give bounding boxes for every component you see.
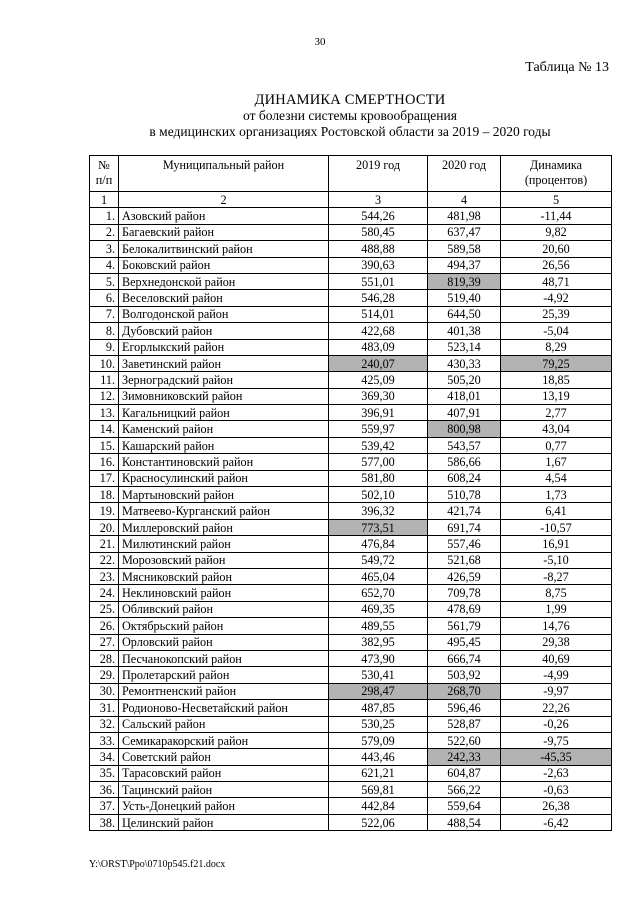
value-2020-cell: 691,74 — [428, 519, 501, 535]
footer-file-path: Y:\ORST\Ppo\0710p545.f21.docx — [89, 859, 226, 870]
district-name-cell: Пролетарский район — [119, 667, 329, 683]
document-subtitle-2: в медицинских организациях Ростовской области за 2019 – 2020 годы — [149, 124, 551, 139]
value-2019-cell: 502,10 — [329, 487, 428, 503]
row-number-cell: 29. — [90, 667, 119, 683]
index-cell: 1 — [90, 192, 119, 208]
value-2020-cell: 523,14 — [428, 339, 501, 355]
district-name-cell: Тацинский район — [119, 782, 329, 798]
dynamics-cell: 2,77 — [501, 405, 612, 421]
value-2020-cell: 637,47 — [428, 224, 501, 240]
value-2019-cell: 577,00 — [329, 454, 428, 470]
table-row — [90, 470, 612, 486]
district-name-cell: Верхнедонской район — [119, 273, 329, 289]
table-row — [90, 339, 612, 355]
table-row — [90, 765, 612, 781]
table-row — [90, 782, 612, 798]
value-2020-cell: 268,70 — [428, 683, 501, 699]
row-number-cell: 9. — [90, 339, 119, 355]
district-name-cell: Азовский район — [119, 208, 329, 224]
dynamics-cell: -9,97 — [501, 683, 612, 699]
value-2020-cell: 421,74 — [428, 503, 501, 519]
value-2019-cell: 382,95 — [329, 634, 428, 650]
value-2020-cell: 559,64 — [428, 798, 501, 814]
value-2020-cell: 589,58 — [428, 241, 501, 257]
dynamics-cell: 16,91 — [501, 536, 612, 552]
table-row — [90, 388, 612, 404]
value-2020-cell: 586,66 — [428, 454, 501, 470]
dynamics-cell: -4,99 — [501, 667, 612, 683]
table-row — [90, 421, 612, 437]
value-2019-cell: 465,04 — [329, 568, 428, 584]
dynamics-cell: -45,35 — [501, 749, 612, 765]
district-name-cell: Октябрьский район — [119, 618, 329, 634]
document-title: ДИНАМИКА СМЕРТНОСТИ — [254, 92, 446, 108]
document-subtitle-1: от болезни системы кровообращения — [243, 108, 457, 123]
dynamics-cell: 1,73 — [501, 487, 612, 503]
value-2020-cell: 488,54 — [428, 814, 501, 830]
row-number-cell: 28. — [90, 650, 119, 666]
table-row — [90, 814, 612, 830]
header-2020: 2020 год — [428, 156, 501, 192]
value-2019-cell: 621,21 — [329, 765, 428, 781]
value-2020-cell: 401,38 — [428, 323, 501, 339]
value-2019-cell: 298,47 — [329, 683, 428, 699]
value-2019-cell: 240,07 — [329, 355, 428, 371]
dynamics-cell: 20,60 — [501, 241, 612, 257]
row-number-cell: 19. — [90, 503, 119, 519]
value-2020-cell: 596,46 — [428, 700, 501, 716]
table-row — [90, 519, 612, 535]
value-2020-cell: 819,39 — [428, 273, 501, 289]
table-row — [90, 241, 612, 257]
dynamics-cell: -5,04 — [501, 323, 612, 339]
dynamics-cell: -11,44 — [501, 208, 612, 224]
district-name-cell: Мясниковский район — [119, 568, 329, 584]
district-name-cell: Зерноградский район — [119, 372, 329, 388]
table-row — [90, 618, 612, 634]
value-2019-cell: 546,28 — [329, 290, 428, 306]
dynamics-cell: 4,54 — [501, 470, 612, 486]
value-2019-cell: 390,63 — [329, 257, 428, 273]
table-row — [90, 634, 612, 650]
row-number-cell: 20. — [90, 519, 119, 535]
row-number-cell: 11. — [90, 372, 119, 388]
row-number-cell: 32. — [90, 716, 119, 732]
district-name-cell: Мартыновский район — [119, 487, 329, 503]
district-name-cell: Неклиновский район — [119, 585, 329, 601]
index-cell: 5 — [501, 192, 612, 208]
row-number-cell: 38. — [90, 814, 119, 830]
table-row — [90, 650, 612, 666]
value-2019-cell: 549,72 — [329, 552, 428, 568]
table-row — [90, 355, 612, 371]
dynamics-cell: 1,67 — [501, 454, 612, 470]
district-name-cell: Заветинский район — [119, 355, 329, 371]
row-number-cell: 22. — [90, 552, 119, 568]
dynamics-cell: 9,82 — [501, 224, 612, 240]
index-cell: 4 — [428, 192, 501, 208]
dynamics-cell: 14,76 — [501, 618, 612, 634]
value-2020-cell: 528,87 — [428, 716, 501, 732]
dynamics-cell: -8,27 — [501, 568, 612, 584]
mortality-table — [89, 155, 612, 831]
value-2020-cell: 494,37 — [428, 257, 501, 273]
row-number-cell: 7. — [90, 306, 119, 322]
district-name-cell: Обливский район — [119, 601, 329, 617]
district-name-cell: Ремонтненский район — [119, 683, 329, 699]
dynamics-cell: 29,38 — [501, 634, 612, 650]
row-number-cell: 35. — [90, 765, 119, 781]
value-2019-cell: 422,68 — [329, 323, 428, 339]
row-number-cell: 21. — [90, 536, 119, 552]
table-row — [90, 290, 612, 306]
dynamics-cell: 79,25 — [501, 355, 612, 371]
row-number-cell: 14. — [90, 421, 119, 437]
value-2020-cell: 521,68 — [428, 552, 501, 568]
table-row — [90, 568, 612, 584]
dynamics-cell: 0,77 — [501, 437, 612, 453]
district-name-cell: Белокалитвинский район — [119, 241, 329, 257]
table-row — [90, 749, 612, 765]
value-2020-cell: 666,74 — [428, 650, 501, 666]
page-number: 30 — [314, 36, 326, 48]
value-2020-cell: 709,78 — [428, 585, 501, 601]
value-2019-cell: 488,88 — [329, 241, 428, 257]
dynamics-cell: -9,75 — [501, 732, 612, 748]
value-2020-cell: 608,24 — [428, 470, 501, 486]
row-number-cell: 6. — [90, 290, 119, 306]
row-number-cell: 17. — [90, 470, 119, 486]
value-2019-cell: 489,55 — [329, 618, 428, 634]
table-row — [90, 601, 612, 617]
district-name-cell: Песчанокопский район — [119, 650, 329, 666]
dynamics-cell: -6,42 — [501, 814, 612, 830]
title-block — [0, 92, 640, 140]
table-row — [90, 487, 612, 503]
row-number-cell: 23. — [90, 568, 119, 584]
district-name-cell: Милютинский район — [119, 536, 329, 552]
value-2019-cell: 369,30 — [329, 388, 428, 404]
district-name-cell: Родионово-Несветайский район — [119, 700, 329, 716]
row-number-cell: 10. — [90, 355, 119, 371]
district-name-cell: Зимовниковский район — [119, 388, 329, 404]
value-2020-cell: 478,69 — [428, 601, 501, 617]
table-index-row — [90, 192, 612, 208]
value-2019-cell: 530,25 — [329, 716, 428, 732]
table-row — [90, 700, 612, 716]
value-2019-cell: 544,26 — [329, 208, 428, 224]
dynamics-cell: 26,38 — [501, 798, 612, 814]
index-cell: 2 — [119, 192, 329, 208]
dynamics-cell: 13,19 — [501, 388, 612, 404]
value-2020-cell: 505,20 — [428, 372, 501, 388]
row-number-cell: 26. — [90, 618, 119, 634]
value-2020-cell: 522,60 — [428, 732, 501, 748]
district-name-cell: Константиновский район — [119, 454, 329, 470]
value-2020-cell: 430,33 — [428, 355, 501, 371]
district-name-cell: Веселовский район — [119, 290, 329, 306]
district-name-cell: Морозовский район — [119, 552, 329, 568]
value-2020-cell: 566,22 — [428, 782, 501, 798]
value-2019-cell: 652,70 — [329, 585, 428, 601]
row-number-cell: 3. — [90, 241, 119, 257]
table-header-row — [90, 156, 612, 192]
district-name-cell: Кагальницкий район — [119, 405, 329, 421]
table-body — [90, 208, 612, 831]
table-row — [90, 683, 612, 699]
value-2019-cell: 551,01 — [329, 273, 428, 289]
district-name-cell: Сальский район — [119, 716, 329, 732]
district-name-cell: Красносулинский район — [119, 470, 329, 486]
header-num: № п/п — [90, 156, 119, 192]
row-number-cell: 34. — [90, 749, 119, 765]
table-row — [90, 405, 612, 421]
dynamics-cell: 8,29 — [501, 339, 612, 355]
value-2020-cell: 543,57 — [428, 437, 501, 453]
dynamics-cell: 6,41 — [501, 503, 612, 519]
value-2020-cell: 519,40 — [428, 290, 501, 306]
table-row — [90, 224, 612, 240]
district-name-cell: Тарасовский район — [119, 765, 329, 781]
row-number-cell: 30. — [90, 683, 119, 699]
row-number-cell: 12. — [90, 388, 119, 404]
value-2019-cell: 580,45 — [329, 224, 428, 240]
value-2019-cell: 514,01 — [329, 306, 428, 322]
row-number-cell: 16. — [90, 454, 119, 470]
row-number-cell: 2. — [90, 224, 119, 240]
table-row — [90, 323, 612, 339]
table-row — [90, 454, 612, 470]
row-number-cell: 36. — [90, 782, 119, 798]
row-number-cell: 5. — [90, 273, 119, 289]
dynamics-cell: 22,26 — [501, 700, 612, 716]
dynamics-cell: 1,99 — [501, 601, 612, 617]
value-2019-cell: 473,90 — [329, 650, 428, 666]
district-name-cell: Миллеровский район — [119, 519, 329, 535]
district-name-cell: Целинский район — [119, 814, 329, 830]
table-row — [90, 732, 612, 748]
district-name-cell: Дубовский район — [119, 323, 329, 339]
table-row — [90, 716, 612, 732]
table-row — [90, 536, 612, 552]
table-row — [90, 667, 612, 683]
district-name-cell: Волгодонской район — [119, 306, 329, 322]
value-2019-cell: 425,09 — [329, 372, 428, 388]
table-row — [90, 437, 612, 453]
value-2019-cell: 443,46 — [329, 749, 428, 765]
dynamics-cell: -0,63 — [501, 782, 612, 798]
value-2019-cell: 530,41 — [329, 667, 428, 683]
value-2020-cell: 604,87 — [428, 765, 501, 781]
value-2019-cell: 476,84 — [329, 536, 428, 552]
district-name-cell: Семикаракорский район — [119, 732, 329, 748]
row-number-cell: 33. — [90, 732, 119, 748]
district-name-cell: Кашарский район — [119, 437, 329, 453]
value-2020-cell: 557,46 — [428, 536, 501, 552]
value-2019-cell: 773,51 — [329, 519, 428, 535]
header-dynamics: Динамика (процентов) — [501, 156, 612, 192]
value-2020-cell: 561,79 — [428, 618, 501, 634]
district-name-cell: Каменский район — [119, 421, 329, 437]
district-name-cell: Усть-Донецкий район — [119, 798, 329, 814]
table-row — [90, 273, 612, 289]
dynamics-cell: 25,39 — [501, 306, 612, 322]
dynamics-cell: 43,04 — [501, 421, 612, 437]
row-number-cell: 1. — [90, 208, 119, 224]
row-number-cell: 13. — [90, 405, 119, 421]
row-number-cell: 24. — [90, 585, 119, 601]
table-row — [90, 798, 612, 814]
value-2019-cell: 559,97 — [329, 421, 428, 437]
value-2019-cell: 581,80 — [329, 470, 428, 486]
table-label: Таблица № 13 — [525, 60, 609, 75]
dynamics-cell: -4,92 — [501, 290, 612, 306]
header-2019: 2019 год — [329, 156, 428, 192]
dynamics-cell: -0,26 — [501, 716, 612, 732]
row-number-cell: 4. — [90, 257, 119, 273]
district-name-cell: Боковский район — [119, 257, 329, 273]
value-2019-cell: 539,42 — [329, 437, 428, 453]
dynamics-cell: -5,10 — [501, 552, 612, 568]
row-number-cell: 37. — [90, 798, 119, 814]
dynamics-cell: 18,85 — [501, 372, 612, 388]
table-row — [90, 208, 612, 224]
value-2019-cell: 442,84 — [329, 798, 428, 814]
value-2020-cell: 242,33 — [428, 749, 501, 765]
district-name-cell: Матвеево-Курганский район — [119, 503, 329, 519]
header-district: Муниципальный район — [119, 156, 329, 192]
value-2019-cell: 522,06 — [329, 814, 428, 830]
district-name-cell: Багаевский район — [119, 224, 329, 240]
value-2020-cell: 481,98 — [428, 208, 501, 224]
table-row — [90, 585, 612, 601]
value-2019-cell: 579,09 — [329, 732, 428, 748]
district-name-cell: Советский район — [119, 749, 329, 765]
value-2019-cell: 483,09 — [329, 339, 428, 355]
value-2020-cell: 418,01 — [428, 388, 501, 404]
table-row — [90, 306, 612, 322]
value-2019-cell: 396,32 — [329, 503, 428, 519]
value-2019-cell: 469,35 — [329, 601, 428, 617]
row-number-cell: 15. — [90, 437, 119, 453]
row-number-cell: 25. — [90, 601, 119, 617]
dynamics-cell: 8,75 — [501, 585, 612, 601]
table-row — [90, 257, 612, 273]
dynamics-cell: 26,56 — [501, 257, 612, 273]
table-row — [90, 372, 612, 388]
dynamics-cell: 48,71 — [501, 273, 612, 289]
row-number-cell: 31. — [90, 700, 119, 716]
value-2020-cell: 503,92 — [428, 667, 501, 683]
row-number-cell: 18. — [90, 487, 119, 503]
value-2019-cell: 396,91 — [329, 405, 428, 421]
dynamics-cell: -2,63 — [501, 765, 612, 781]
table-row — [90, 552, 612, 568]
value-2020-cell: 426,59 — [428, 568, 501, 584]
value-2020-cell: 510,78 — [428, 487, 501, 503]
dynamics-cell: 40,69 — [501, 650, 612, 666]
row-number-cell: 8. — [90, 323, 119, 339]
value-2019-cell: 569,81 — [329, 782, 428, 798]
value-2019-cell: 487,85 — [329, 700, 428, 716]
row-number-cell: 27. — [90, 634, 119, 650]
dynamics-cell: -10,57 — [501, 519, 612, 535]
index-cell: 3 — [329, 192, 428, 208]
table-row — [90, 503, 612, 519]
district-name-cell: Егорлыкский район — [119, 339, 329, 355]
value-2020-cell: 407,91 — [428, 405, 501, 421]
value-2020-cell: 800,98 — [428, 421, 501, 437]
value-2020-cell: 495,45 — [428, 634, 501, 650]
district-name-cell: Орловский район — [119, 634, 329, 650]
value-2020-cell: 644,50 — [428, 306, 501, 322]
